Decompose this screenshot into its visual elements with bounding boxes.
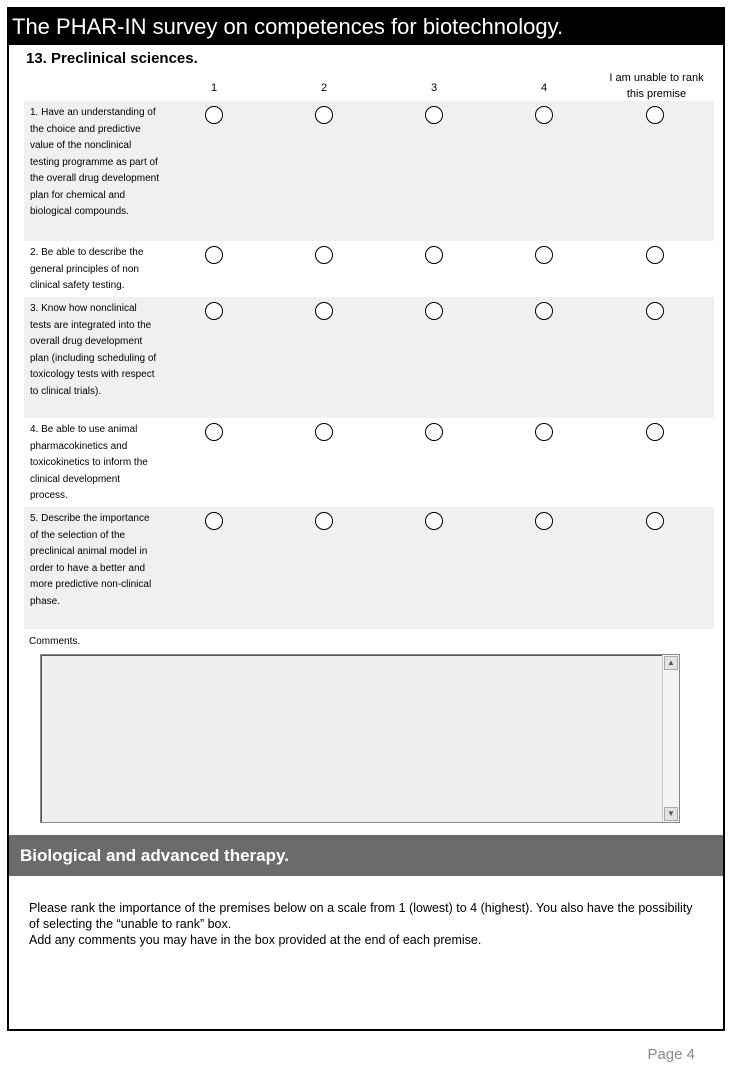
- premise-label: 3. Know how nonclinical tests are integrated into the overall drug development plan (including scheduling of toxicology tests with respect to clinical trials).: [30, 303, 157, 397]
- premise-label: 5. Describe the importance of the selection of the preclinical animal model in order to have a better and more predictive non-clinical phase.: [30, 513, 152, 607]
- premise-3-rank-1-radio[interactable]: [205, 302, 223, 320]
- section-instructions: [29, 900, 704, 948]
- scroll-down-arrow-icon[interactable]: ▼: [664, 807, 678, 821]
- premise-row: [24, 101, 714, 241]
- premise-3-rank-2-radio[interactable]: [315, 302, 333, 320]
- premise-4-unable-radio[interactable]: [646, 423, 664, 441]
- question-title: 13. Preclinical sciences.: [26, 50, 198, 67]
- column-header-2: 2: [320, 82, 328, 94]
- premise-2-rank-3-radio[interactable]: [425, 246, 443, 264]
- premise-2-rank-2-radio[interactable]: [315, 246, 333, 264]
- comments-scrollbar[interactable]: [662, 655, 679, 822]
- premise-1-rank-4-radio[interactable]: [535, 106, 553, 124]
- column-header-3: 3: [430, 82, 438, 94]
- premise-1-unable-radio[interactable]: [646, 106, 664, 124]
- premise-5-unable-radio[interactable]: [646, 512, 664, 530]
- column-header-unable: I am unable to rank this premise: [609, 72, 704, 100]
- premise-4-rank-4-radio[interactable]: [535, 423, 553, 441]
- premise-3-rank-4-radio[interactable]: [535, 302, 553, 320]
- premise-row: [24, 241, 714, 297]
- column-header-4: 4: [540, 82, 548, 94]
- premise-2-rank-4-radio[interactable]: [535, 246, 553, 264]
- survey-title: The PHAR-IN survey on competences for biotechnology.: [9, 9, 723, 45]
- premise-label: 4. Be able to use animal pharmacokinetics and toxicokinetics to inform the clinical development process.: [30, 424, 148, 501]
- premise-row: [24, 297, 714, 418]
- instructions-line: Please rank the importance of the premises below on a scale from 1 (lowest) to 4 (highest). You also have the possibility of selecting the “unable to rank” box.: [29, 901, 693, 931]
- premise-label: 1. Have an understanding of the choice and predictive value of the nonclinical testing programme as part of the overall drug development plan for chemical and biological compounds.: [30, 107, 159, 217]
- premise-1-rank-1-radio[interactable]: [205, 106, 223, 124]
- premise-4-rank-2-radio[interactable]: [315, 423, 333, 441]
- premise-2-rank-1-radio[interactable]: [205, 246, 223, 264]
- premise-row: [24, 418, 714, 507]
- premise-row: [24, 507, 714, 629]
- premise-3-unable-radio[interactable]: [646, 302, 664, 320]
- scroll-up-arrow-icon[interactable]: ▲: [664, 656, 678, 670]
- premise-label: 2. Be able to describe the general principles of non clinical safety testing.: [30, 247, 144, 291]
- page-number: Page 4: [647, 1046, 695, 1063]
- premise-2-unable-radio[interactable]: [646, 246, 664, 264]
- premise-4-rank-3-radio[interactable]: [425, 423, 443, 441]
- survey-page-frame: [7, 7, 725, 1031]
- section-header: Biological and advanced therapy.: [9, 835, 723, 876]
- premise-1-rank-3-radio[interactable]: [425, 106, 443, 124]
- premise-5-rank-2-radio[interactable]: [315, 512, 333, 530]
- comments-label: Comments.: [29, 636, 81, 647]
- column-header-1: 1: [210, 82, 218, 94]
- premise-5-rank-4-radio[interactable]: [535, 512, 553, 530]
- premise-3-rank-3-radio[interactable]: [425, 302, 443, 320]
- premise-5-rank-1-radio[interactable]: [205, 512, 223, 530]
- comments-textarea[interactable]: [40, 654, 680, 823]
- premise-1-rank-2-radio[interactable]: [315, 106, 333, 124]
- premise-5-rank-3-radio[interactable]: [425, 512, 443, 530]
- instructions-line: Add any comments you may have in the box provided at the end of each premise.: [29, 933, 482, 947]
- premise-4-rank-1-radio[interactable]: [205, 423, 223, 441]
